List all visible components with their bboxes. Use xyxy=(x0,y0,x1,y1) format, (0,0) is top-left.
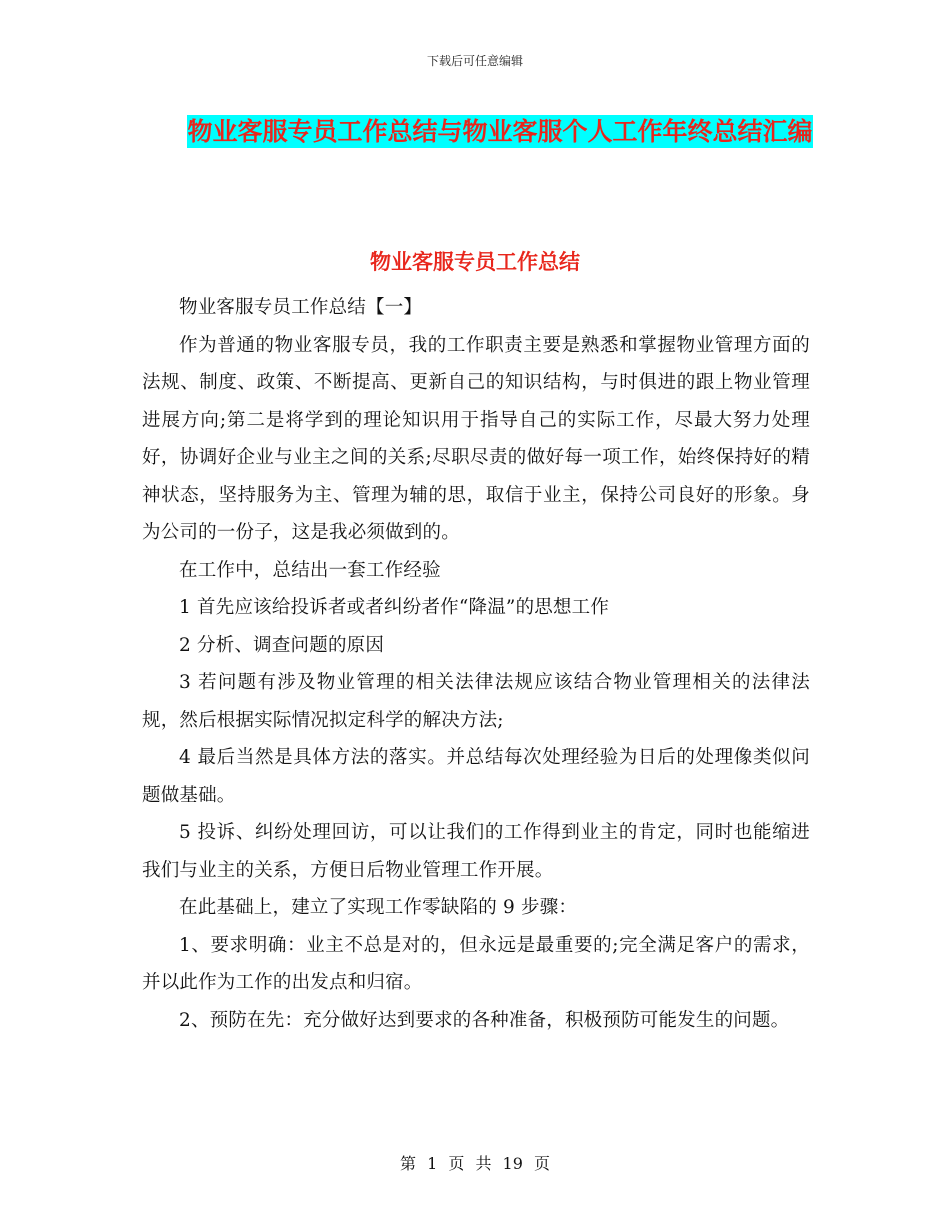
paragraph: 2 分析、调查问题的原因 xyxy=(179,634,385,656)
section-title: 物业客服专员工作总结 xyxy=(370,250,580,274)
paragraph: 在工作中，总结出一套工作经验 xyxy=(179,559,441,581)
document-body xyxy=(142,289,810,1039)
document-title xyxy=(130,110,870,154)
paragraph: 3 若问题有涉及物业管理的相关法律法规应该结合物业管理相关的法律法规，然后根据实际情况拟定科学的解决方法; xyxy=(142,672,810,731)
document-title-text: 物业客服专员工作总结与物业客服个人工作年终总结汇编 xyxy=(187,117,813,146)
paragraph: 1、要求明确：业主不总是对的，但永远是最重要的;完全满足客户的需求，并以此作为工作的出发点和归宿。 xyxy=(142,934,810,993)
header-note: 下载后可任意编辑 xyxy=(426,54,523,68)
paragraph: 物业客服专员工作总结【一】 xyxy=(179,297,423,318)
paragraph: 2、预防在先：充分做好达到要求的各种准备，积极预防可能发生的问题。 xyxy=(179,1009,790,1031)
page-indicator: 第 1 页 共 19 页 xyxy=(400,1154,550,1173)
paragraph: 在此基础上，建立了实现工作零缺陷的 9 步骤： xyxy=(179,897,578,918)
paragraph: 作为普通的物业客服专员，我的工作职责主要是熟悉和掌握物业管理方面的法规、制度、政策、不断提高、更新自己的知识结构，与时俱进的跟上物业管理进展方向;第二是将学到的理论知识用于指导自己的实际工作，尽最大努力处理好，协调好企业与业主之间的关系;尽职尽责的做好每一项工作，始终保持好的精神状态，坚持服务为主、管理为辅的思，取信于业主，保持公司良好的形象。身为公司的一份子，这是我必须做到的。 xyxy=(142,334,810,543)
paragraph: 1 首先应该给投诉者或者纠纷者作“降温”的思想工作 xyxy=(179,597,610,618)
paragraph: 5 投诉、纠纷处理回访，可以让我们的工作得到业主的肯定，同时也能缩进我们与业主的关系，方便日后物业管理工作开展。 xyxy=(142,822,810,881)
paragraph: 4 最后当然是具体方法的落实。并总结每次处理经验为日后的处理像类似问题做基础。 xyxy=(142,747,810,806)
